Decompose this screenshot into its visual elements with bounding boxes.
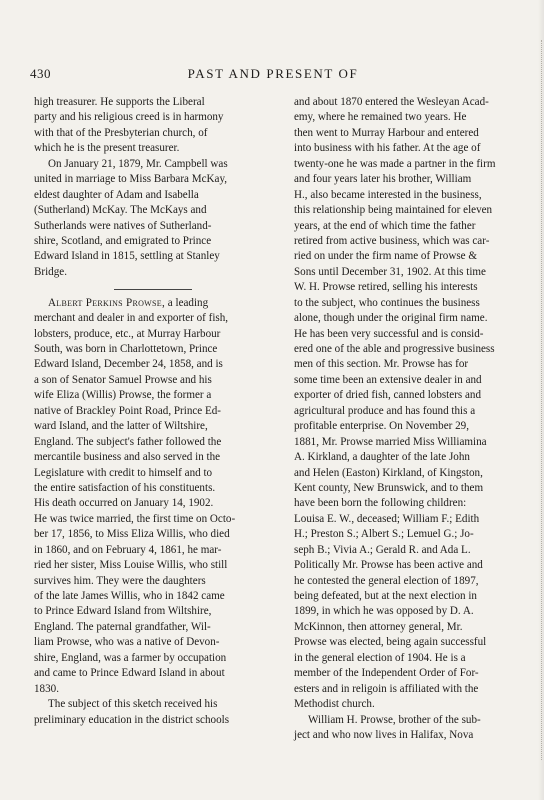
text-line: Methodist church. xyxy=(294,698,375,711)
subject-name: Albert Perkins Prowse, xyxy=(48,296,166,309)
text-line: lobsters, produce, etc., at Murray Harbour xyxy=(34,327,221,340)
text-line: and Helen (Easton) Kirkland, of Kingston, xyxy=(294,466,483,479)
text-line: 1830. xyxy=(34,682,59,695)
text-line: years, at the end of which time the father xyxy=(294,219,476,232)
text-line: Sons until December 31, 1902. At this time xyxy=(294,265,486,278)
right-text-column xyxy=(294,95,533,743)
text-line: and about 1870 entered the Wesleyan Acad- xyxy=(294,96,489,108)
text-line: liam Prowse, who was a native of Devon- xyxy=(34,636,220,649)
text-line: into business with his father. At the age of xyxy=(294,142,481,155)
text-line: He has been very successful and is consid- xyxy=(294,327,484,340)
text-line: wife Eliza (Willis) Prowse, the former a xyxy=(34,389,212,402)
text-line: the entire satisfaction of his constituents. xyxy=(34,481,216,494)
text-line: Sutherlands were natives of Sutherland- xyxy=(34,219,212,232)
text-line: member of the Independent Order of For- xyxy=(294,667,479,680)
text-line: Edward Island, December 24, 1858, and is xyxy=(34,358,223,371)
text-line: England. The paternal grandfather, Wil- xyxy=(34,620,211,633)
text-line: England. The subject's father followed the xyxy=(34,435,222,448)
text-line: mercantile business and also served in the xyxy=(34,451,221,464)
text-line: Bridge. xyxy=(34,265,67,278)
text-line: and came to Prince Edward Island in about xyxy=(34,667,225,680)
text-line: and four years later his brother, William xyxy=(294,173,472,186)
text-line: ward Island, and the latter of Wiltshire, xyxy=(34,420,208,433)
text-line: His death occurred on January 14, 1902. xyxy=(34,497,214,510)
text-line-rest: a leading xyxy=(165,296,209,309)
text-line: a son of Senator Samuel Prowse and his xyxy=(34,373,212,386)
text-line: Politically Mr. Prowse has been active and xyxy=(294,559,483,572)
text-line: W. H. Prowse retired, selling his interests xyxy=(294,281,478,294)
text-line: ered one of the able and progressive business xyxy=(294,343,495,355)
text-line: being defeated, but at the next election in xyxy=(294,590,477,602)
text-line: native of Brackley Point Road, Prince Ed- xyxy=(34,404,222,417)
text-line: ber 17, 1856, to Miss Eliza Willis, who died xyxy=(34,528,230,541)
text-line: ject and who now lives in Halifax, Nova xyxy=(294,728,474,741)
text-line: shire, England, was a farmer by occupation xyxy=(34,651,227,664)
text-line: Legislature with credit to himself and to xyxy=(34,466,213,479)
text-line: in 1860, and on February 4, 1861, he mar- xyxy=(34,543,222,556)
text-line: retired from active business, which was car- xyxy=(294,234,490,247)
text-line: of the late James Willis, who in 1842 came xyxy=(34,590,225,602)
text-line: party and his religious creed is in harmony xyxy=(34,111,224,124)
text-line: men of this section. Mr. Prowse has for xyxy=(294,358,469,371)
text-line: with that of the Presbyterian church, of xyxy=(34,126,208,139)
text-line: shire, Scotland, and emigrated to Prince xyxy=(34,234,212,247)
text-line: 1881, Mr. Prowse married Miss Williamina xyxy=(294,435,487,448)
text-line: H.; Preston S.; Albert S.; Lemuel G.; Jo- xyxy=(294,528,474,541)
text-line: which he is the present treasurer. xyxy=(34,142,180,155)
text-line: ried her sister, Miss Louise Willis, who still xyxy=(34,559,228,572)
text-line: A. Kirkland, a daughter of the late John xyxy=(294,451,470,464)
text-line: preliminary education in the district schools xyxy=(34,713,230,726)
text-line: united in marriage to Miss Barbara McKay, xyxy=(34,173,228,186)
text-line: in the general election of 1904. He is a xyxy=(294,651,466,664)
text-line: South, was born in Charlottetown, Prince xyxy=(34,343,218,355)
text-line: (Sutherland) McKay. The McKays and xyxy=(34,204,207,217)
text-line: H., also became interested in the business, xyxy=(294,188,482,201)
text-line: The subject of this sketch received his xyxy=(48,698,218,711)
section-divider-rule xyxy=(34,280,273,295)
left-text-column xyxy=(34,95,273,728)
page-number: 430 xyxy=(30,66,51,81)
text-line: seph B.; Vivia A.; Gerald R. and Ada L. xyxy=(294,543,471,556)
text-line: profitable enterprise. On November 29, xyxy=(294,420,469,433)
text-line: Louisa E. W., deceased; William F.; Edith xyxy=(294,512,480,525)
text-line: this relationship being maintained for eleven xyxy=(294,204,493,217)
running-title: PAST AND PRESENT OF xyxy=(187,66,359,81)
text-line: some time been an extensive dealer in and xyxy=(294,373,482,386)
text-line: then went to Murray Harbour and entered xyxy=(294,126,479,139)
text-line: Kent county, New Brunswick, and to them xyxy=(294,481,484,494)
text-line: merchant and dealer in and exporter of fish, xyxy=(34,312,229,325)
text-line: have been born the following children: xyxy=(294,497,467,510)
text-line: He was twice married, the first time on Octo- xyxy=(34,512,236,525)
text-line: emy, where he remained two years. He xyxy=(294,111,467,124)
text-line: twenty-one he was made a partner in the firm xyxy=(294,157,496,170)
page-header xyxy=(30,66,516,84)
text-line: McKinnon, then attorney general, Mr. xyxy=(294,620,463,633)
text-line: esters and in religoin is affiliated with the xyxy=(294,682,479,695)
text-line: ried on under the firm name of Prowse & xyxy=(294,250,477,263)
text-line: high treasurer. He supports the Liberal xyxy=(34,96,205,108)
text-line: 1899, in which he was opposed by D. A. xyxy=(294,605,474,618)
text-line: Prowse was elected, being again successful xyxy=(294,636,487,649)
text-line: alone, though under the original firm name. xyxy=(294,312,488,325)
text-line: agricultural produce and has found this a xyxy=(294,404,476,417)
text-line: survives him. They were the daughters xyxy=(34,574,206,587)
text-line: exporter of dried fish, canned lobsters and xyxy=(294,389,481,402)
text-line: to the subject, who continues the business xyxy=(294,296,480,309)
text-line: he contested the general election of 1897, xyxy=(294,574,479,587)
text-line xyxy=(34,296,273,311)
text-line: to Prince Edward Island from Wiltshire, xyxy=(34,605,212,618)
text-line: eldest daughter of Adam and Isabella xyxy=(34,188,199,201)
text-line: On January 21, 1879, Mr. Campbell was xyxy=(48,157,228,170)
text-line: William H. Prowse, brother of the sub- xyxy=(308,713,481,726)
text-line: Edward Island in 1815, settling at Stanley xyxy=(34,250,220,263)
scan-edge-shadow xyxy=(538,0,544,800)
